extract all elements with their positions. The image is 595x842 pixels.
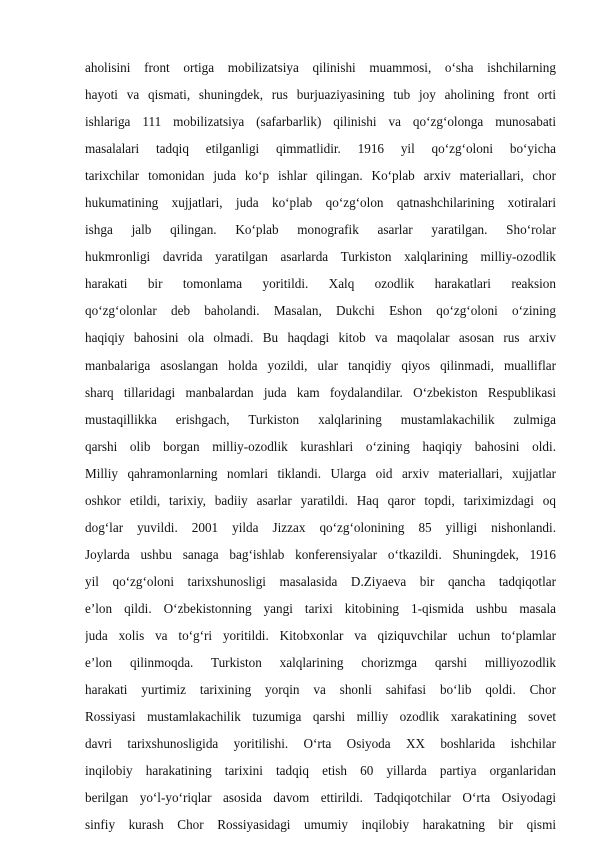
text-line: ishga jalb qilingan. Ko‘plab monografik asarlar yaratilgan. Sho‘rolar	[85, 222, 556, 238]
text-line: inqilobiy harakatining tarixini tadqiq etish 60 yillarda partiya organlaridan	[85, 763, 556, 779]
text-line: masalalari tadqiq etilganligi qimmatlidir. 1916 yil qo‘zg‘oloni bo‘yicha	[85, 141, 556, 157]
text-line: tarixchilar tomonidan juda ko‘p ishlar qilingan. Ko‘plab arxiv materiallari, chor	[85, 168, 556, 184]
text-line: manbalariga asoslangan holda yozildi, ular tanqidiy qiyos qilinmadi, mualliflar	[85, 357, 556, 373]
text-line: harakati bir tomonlama yoritildi. Xalq ozodlik harakatlari reaksion	[85, 276, 556, 292]
text-line: sinfiy kurash Chor Rossiyasidagi umumiy inqilobiy harakatning bir qismi	[85, 817, 556, 833]
text-line: juda xolis va to‘g‘ri yoritildi. Kitobxonlar va qiziquvchilar uchun to‘plamlar	[85, 627, 556, 643]
text-line: davri tarixshunosligida yoritilishi. O‘rta Osiyoda XX boshlarida ishchilar	[85, 736, 556, 752]
text-line: berilgan yo‘l-yo‘riqlar asosida davom ettirildi. Tadqiqotchilar O‘rta Osiyodagi	[85, 790, 556, 806]
text-line: yil qo‘zg‘oloni tarixshunosligi masalasida D.Ziyaeva bir qancha tadqiqotlar	[85, 573, 556, 589]
text-line: haqiqiy bahosini ola olmadi. Bu haqdagi kitob va maqolalar asosan rus arxiv	[85, 330, 556, 346]
text-line: qarshi olib borgan milliy-ozodlik kurashlari o‘zining haqiqiy bahosini oldi.	[85, 438, 556, 454]
text-line: e’lon qildi. O‘zbekistonning yangi tarixi kitobining 1-qismida ushbu masala	[85, 600, 556, 616]
text-line: ishlariga 111 mobilizatsiya (safarbarlik) qilinishi va qo‘zg‘olonga munosabati	[85, 114, 556, 130]
body-text	[85, 54, 556, 838]
text-line: harakati yurtimiz tarixining yorqin va shonli sahifasi bo‘lib qoldi. Chor	[85, 682, 556, 698]
text-line: hayoti va qismati, shuningdek, rus burjuaziyasining tub joy aholining front orti	[85, 87, 556, 103]
text-line: qo‘zg‘olonlar deb baholandi. Masalan, Dukchi Eshon qo‘zg‘oloni o‘zining	[85, 303, 556, 319]
text-line: Joylarda ushbu sanaga bag‘ishlab konferensiyalar o‘tkazildi. Shuningdek, 1916	[85, 546, 556, 562]
text-line: dog‘lar yuvildi. 2001 yilda Jizzax qo‘zg‘olonining 85 yilligi nishonlandi.	[85, 519, 556, 535]
text-line: Rossiyasi mustamlakachilik tuzumiga qarshi milliy ozodlik xarakatining sovet	[85, 709, 556, 725]
text-line: Milliy qahramonlarning nomlari tiklandi. Ularga oid arxiv materiallari, xujjatlar	[85, 465, 556, 481]
text-line: e’lon qilinmoqda. Turkiston xalqlarining chorizmga qarshi milliyozodlik	[85, 655, 556, 671]
text-line: hukumatining xujjatlari, juda ko‘plab qo‘zg‘olon qatnashchilarining xotiralari	[85, 195, 556, 211]
text-line: hukmronligi davrida yaratilgan asarlarda Turkiston xalqlarining milliy-ozodlik	[85, 249, 556, 265]
text-line: aholisini front ortiga mobilizatsiya qilinishi muammosi, o‘sha ishchilarning	[85, 60, 556, 75]
text-line: sharq tillaridagi manbalardan juda kam foydalandilar. O‘zbekiston Respublikasi	[85, 384, 556, 400]
text-line: mustaqillikka erishgach, Turkiston xalqlarining mustamlakachilik zulmiga	[85, 411, 556, 427]
text-line: oshkor etildi, tarixiy, badiiy asarlar yaratildi. Haq qaror topdi, tariximizdagi oq	[85, 492, 556, 508]
